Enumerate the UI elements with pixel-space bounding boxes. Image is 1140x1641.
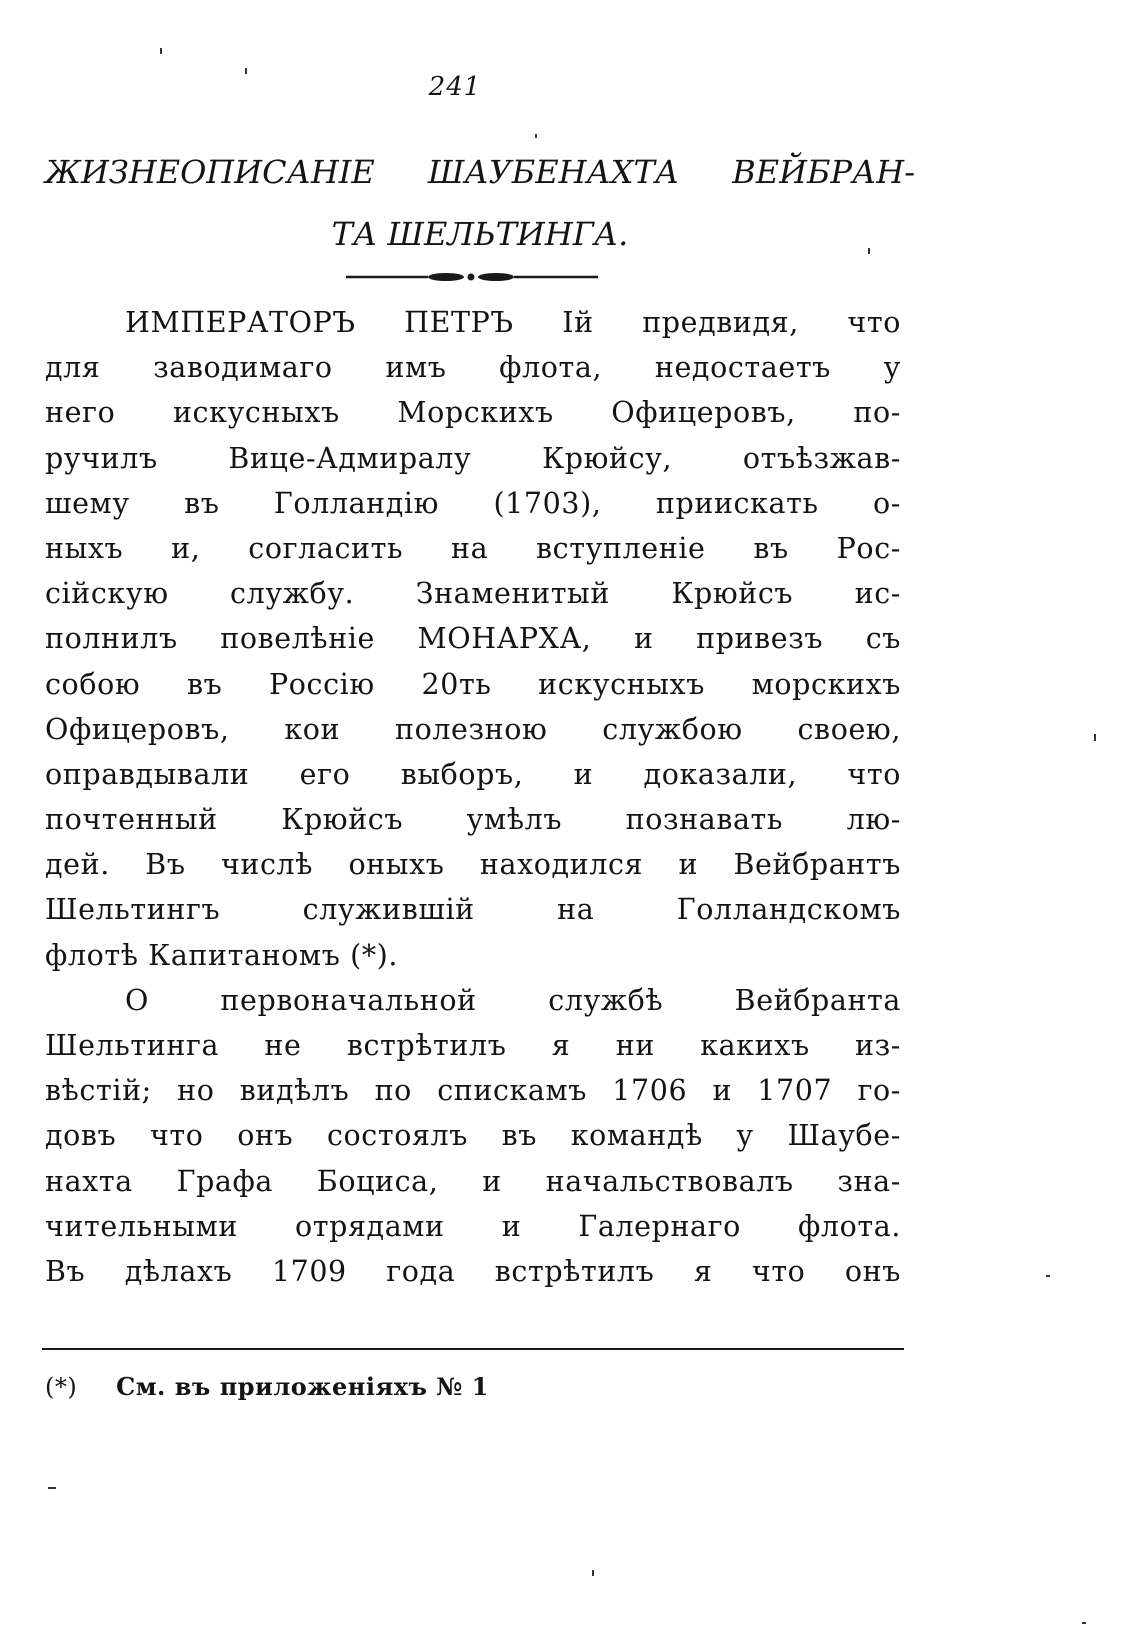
footnote-mark: (*)	[45, 1373, 78, 1401]
text-line: Въ дѣлахъ 1709 года встрѣтилъ я что онъ	[45, 1254, 901, 1288]
footnote-divider	[42, 1348, 904, 1350]
text-line: флотѣ Капитаномъ (*).	[45, 938, 399, 972]
scan-speck	[868, 248, 870, 254]
scan-speck	[245, 68, 247, 74]
text-line: нахта Графа Боциса, и начальствовалъ зна-	[45, 1164, 901, 1198]
text-line: шему въ Голландiю (1703), приискать о-	[45, 486, 901, 520]
text-line: сiйскую службу. Знаменитый Крюйсъ ис-	[45, 577, 901, 611]
text-line: вѣстiй; но видѣлъ по спискамъ 1706 и 1707 го-	[45, 1074, 901, 1108]
scan-speck	[1094, 734, 1096, 741]
text-line: Шельтингъ служившiй на Голландскомъ	[45, 893, 901, 927]
text-line: Шельтинга не встрѣтилъ я ни какихъ из-	[45, 1029, 901, 1062]
chapter-title-line-1: ЖИЗНЕОПИСАНIЕ ШАУБЕНАХТА ВЕЙБРАН-	[45, 153, 915, 191]
scan-speck	[1082, 1622, 1086, 1624]
text-line: собою въ Россiю 20ть искусныхъ морскихъ	[45, 667, 901, 701]
scan-speck	[592, 1570, 594, 1576]
footnote-text: См. въ приложенiяхъ № 1	[116, 1372, 489, 1401]
text-line: ручилъ Вице-Адмиралу Крюйсу, отъѣзжав-	[45, 441, 901, 475]
chapter-title-line-2: ТА ШЕЛЬТИНГА.	[331, 215, 629, 253]
text-line: оправдывали его выборъ, и доказали, что	[45, 757, 901, 791]
footnote	[45, 1372, 489, 1401]
page-number: 241	[428, 72, 482, 102]
text-line: для заводимаго имъ флота, недостаетъ у	[45, 351, 901, 385]
text-line: почтенный Крюйсъ умѣлъ познавать лю-	[45, 803, 901, 837]
text-line: чительными отрядами и Галернаго флота.	[45, 1209, 901, 1243]
scan-speck	[48, 1487, 56, 1489]
text-line: ИМПЕРАТОРЪ ПЕТРЪ Iй предвидя, что	[125, 306, 901, 339]
text-line: довъ что онъ состоялъ въ командѣ у Шаубе-	[45, 1119, 901, 1153]
text-line: полнилъ повелѣнiе МОНАРХА, и привезъ съ	[45, 622, 901, 656]
text-line: О первоначальной службѣ Вейбранта	[125, 983, 901, 1017]
scan-speck	[1046, 1275, 1050, 1277]
scan-speck	[535, 134, 537, 138]
text-line: него искусныхъ Морскихъ Офицеровъ, по-	[45, 396, 901, 430]
text-line: Офицеровъ, кои полезною службою своею,	[45, 712, 901, 746]
text-line: дей. Въ числѣ оныхъ находился и Вейбрантъ	[45, 848, 901, 882]
body-text	[45, 300, 901, 1294]
text-line: ныхъ и, согласить на вступленiе въ Рос-	[45, 531, 901, 565]
scan-speck	[160, 48, 162, 54]
title-ornament-divider	[346, 270, 598, 284]
